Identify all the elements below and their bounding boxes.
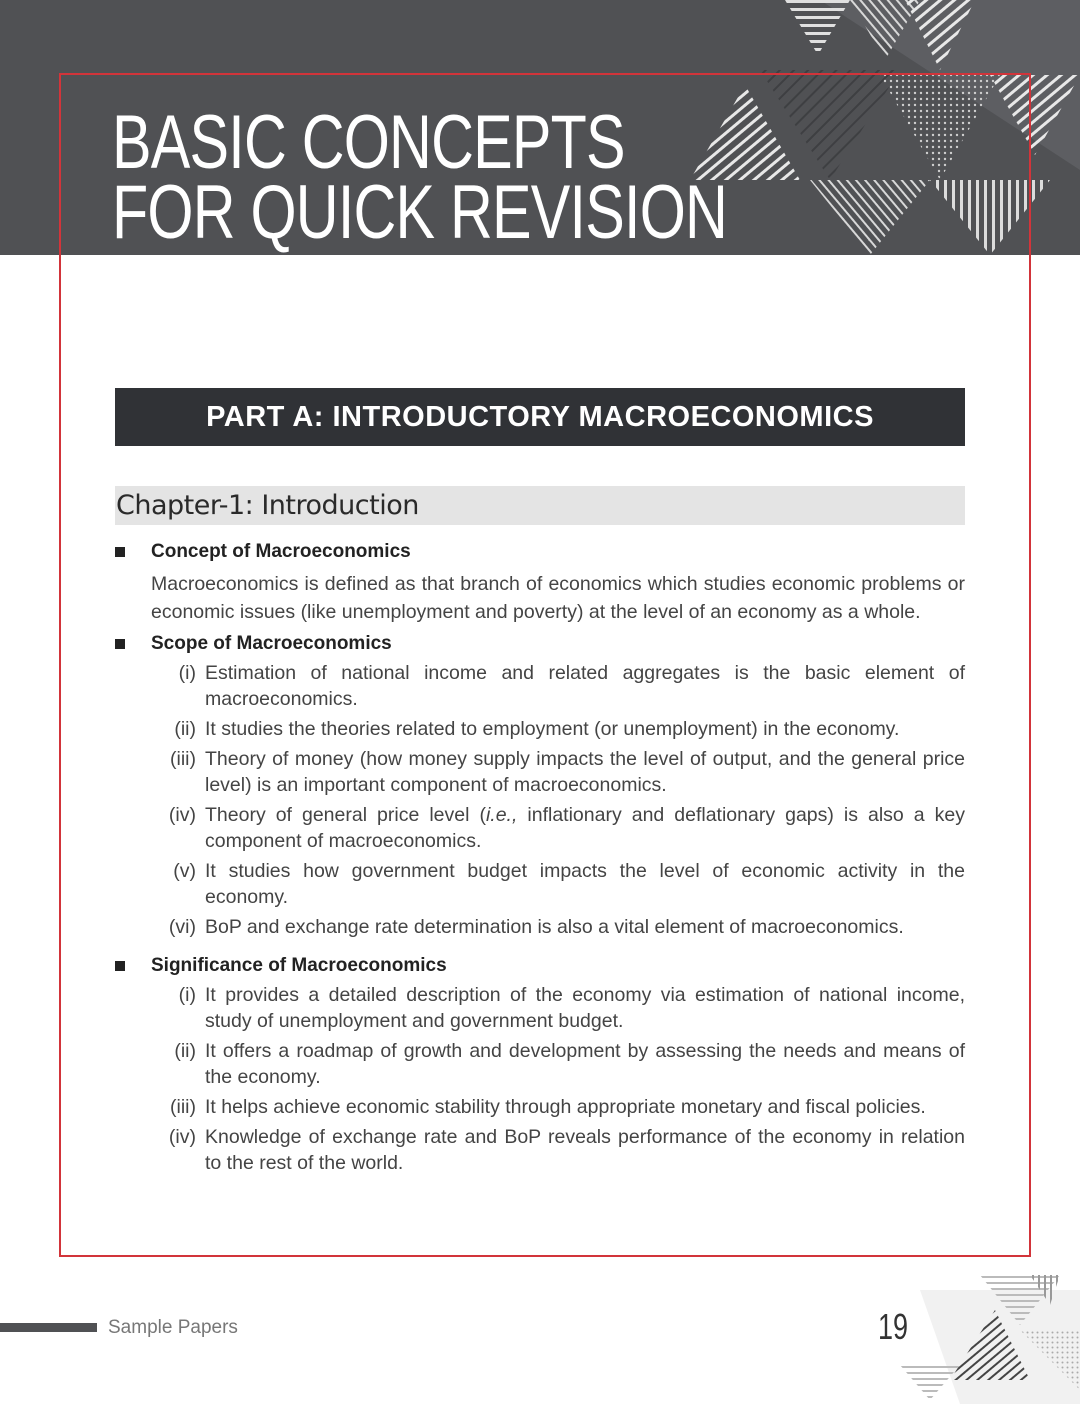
item-text: It provides a detailed description of the economy via estimation of national income, study of unemployment and government budget. xyxy=(205,984,965,1032)
section-heading-text: Scope of Macroeconomics xyxy=(151,633,392,654)
item-number: (ii) xyxy=(174,1040,196,1062)
section-paragraph: Macroeconomics is defined as that branch of economics which studies economic problems or economic issues (like unemployment and poverty) at the level of an economy as a whole. xyxy=(151,573,965,623)
significance-list xyxy=(115,982,965,1176)
item-text-before: Theory of general price level ( xyxy=(205,804,486,826)
list-item xyxy=(115,660,965,712)
list-item xyxy=(115,716,965,742)
item-text: Knowledge of exchange rate and BoP reveals performance of the economy in relation to the rest of the world. xyxy=(205,1126,965,1174)
item-number: (iv) xyxy=(168,1126,196,1148)
list-item xyxy=(115,1038,965,1090)
list-item xyxy=(115,1094,965,1120)
item-text: BoP and exchange rate determination is also a vital element of macroeconomics. xyxy=(205,916,904,938)
item-text: It studies how government budget impacts the level of economic activity in the economy. xyxy=(205,860,965,908)
chapter-heading: Chapter-1: Introduction xyxy=(115,486,965,525)
page-number: 19 xyxy=(878,1306,909,1347)
footer-triangles-decoration xyxy=(900,1270,1080,1404)
item-text: It helps achieve economic stability through appropriate monetary and fiscal policies. xyxy=(205,1096,926,1118)
list-item xyxy=(115,982,965,1034)
item-number: (i) xyxy=(178,662,196,684)
section-significance xyxy=(115,952,965,1176)
page-title xyxy=(112,100,728,255)
square-bullet-icon xyxy=(115,961,125,971)
item-number: (iii) xyxy=(170,1096,196,1118)
title-line-1: BASIC CONCEPTS xyxy=(112,100,625,185)
section-heading xyxy=(115,538,965,566)
item-number: (ii) xyxy=(174,718,196,740)
item-number: (iv) xyxy=(168,804,196,826)
item-number: (iii) xyxy=(170,748,196,770)
item-text: It studies the theories related to employment (or unemployment) in the economy. xyxy=(205,718,900,740)
item-text-emphasis: i.e., xyxy=(485,804,518,826)
scope-list xyxy=(115,660,965,940)
list-item xyxy=(115,1124,965,1176)
item-number: (i) xyxy=(178,984,196,1006)
title-line-2: FOR QUICK REVISION xyxy=(112,170,728,255)
section-heading-text: Concept of Macroeconomics xyxy=(151,541,411,562)
list-item xyxy=(115,858,965,910)
section-heading xyxy=(115,952,965,980)
list-item xyxy=(115,914,965,940)
header-band xyxy=(0,0,1080,255)
section-heading-text: Significance of Macroeconomics xyxy=(151,955,447,976)
chapter-content xyxy=(115,538,965,1180)
list-item xyxy=(115,802,965,854)
square-bullet-icon xyxy=(115,547,125,557)
list-item xyxy=(115,746,965,798)
footer-label: Sample Papers xyxy=(108,1317,238,1338)
square-bullet-icon xyxy=(115,639,125,649)
section-heading xyxy=(115,630,965,658)
item-text: Estimation of national income and related aggregates is the basic element of macroeconomics. xyxy=(205,662,965,710)
part-heading: PART A: INTRODUCTORY MACROECONOMICS xyxy=(115,388,965,446)
footer-accent-bar xyxy=(0,1323,97,1332)
item-text: It offers a roadmap of growth and development by assessing the needs and means of the economy. xyxy=(205,1040,965,1088)
item-number: (vi) xyxy=(168,916,196,938)
item-number: (v) xyxy=(173,860,196,882)
section-concept xyxy=(115,538,965,626)
item-text-after: inflationary and deflationary gaps) is also a key component of macroeconomics. xyxy=(205,804,965,852)
section-scope xyxy=(115,630,965,940)
item-text: Theory of money (how money supply impacts the level of output, and the general price level) is an important component of macroeconomics. xyxy=(205,748,965,796)
